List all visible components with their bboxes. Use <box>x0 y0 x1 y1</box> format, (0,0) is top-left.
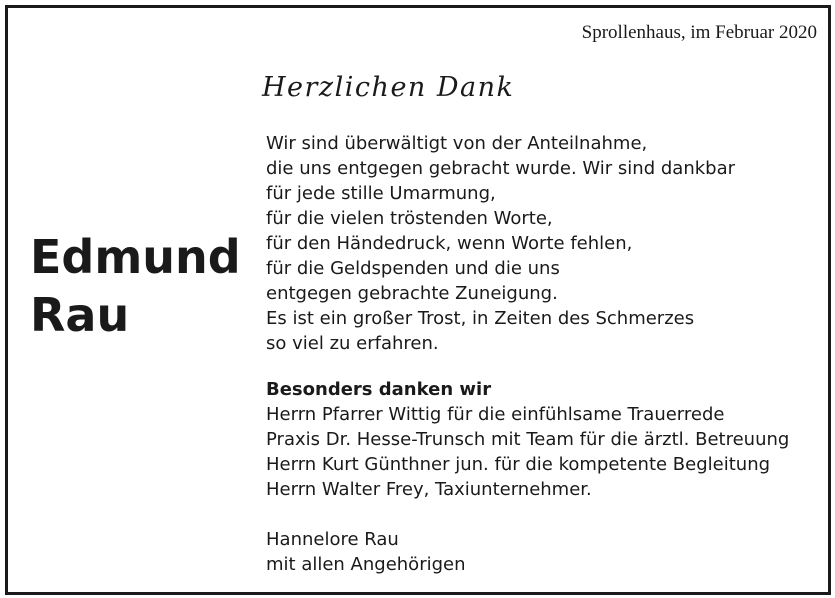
text-line: die uns entgegen gebracht wurde. Wir sind dankbar <box>266 158 736 179</box>
message-column <box>266 131 811 577</box>
signature-name: Hannelore Rau <box>266 529 399 550</box>
text-line: Wir sind überwältigt von der Anteilnahme, <box>266 133 648 154</box>
first-name: Edmund <box>30 230 241 284</box>
text-line: so viel zu erfahren. <box>266 333 439 354</box>
gratitude-text <box>266 131 811 356</box>
text-line: für die vielen tröstenden Worte, <box>266 208 553 229</box>
special-thanks <box>266 377 811 502</box>
text-line: für den Händedruck, wenn Worte fehlen, <box>266 233 633 254</box>
thanks-item: Herrn Pfarrer Wittig für die einfühlsame Trauerrede <box>266 404 725 425</box>
place-date: Sprollenhaus, im Februar 2020 <box>581 22 817 43</box>
signature-family: mit allen Angehörigen <box>266 554 466 575</box>
text-line: für die Geldspenden und die uns <box>266 258 560 279</box>
thanks-item: Herrn Walter Frey, Taxiunternehmer. <box>266 479 592 500</box>
thanks-heading: Herzlichen Dank <box>262 72 515 103</box>
thanks-item: Herrn Kurt Günthner jun. für die kompetente Begleitung <box>266 454 771 475</box>
last-name: Rau <box>30 288 130 342</box>
special-thanks-title: Besonders danken wir <box>266 379 492 400</box>
text-line: entgegen gebrachte Zuneigung. <box>266 283 558 304</box>
thanks-item: Praxis Dr. Hesse-Trunsch mit Team für die ärztl. Betreuung <box>266 429 790 450</box>
signature <box>266 527 811 577</box>
text-line: für jede stille Umarmung, <box>266 183 496 204</box>
deceased-name <box>30 228 241 344</box>
text-line: Es ist ein großer Trost, in Zeiten des Schmerzes <box>266 308 695 329</box>
